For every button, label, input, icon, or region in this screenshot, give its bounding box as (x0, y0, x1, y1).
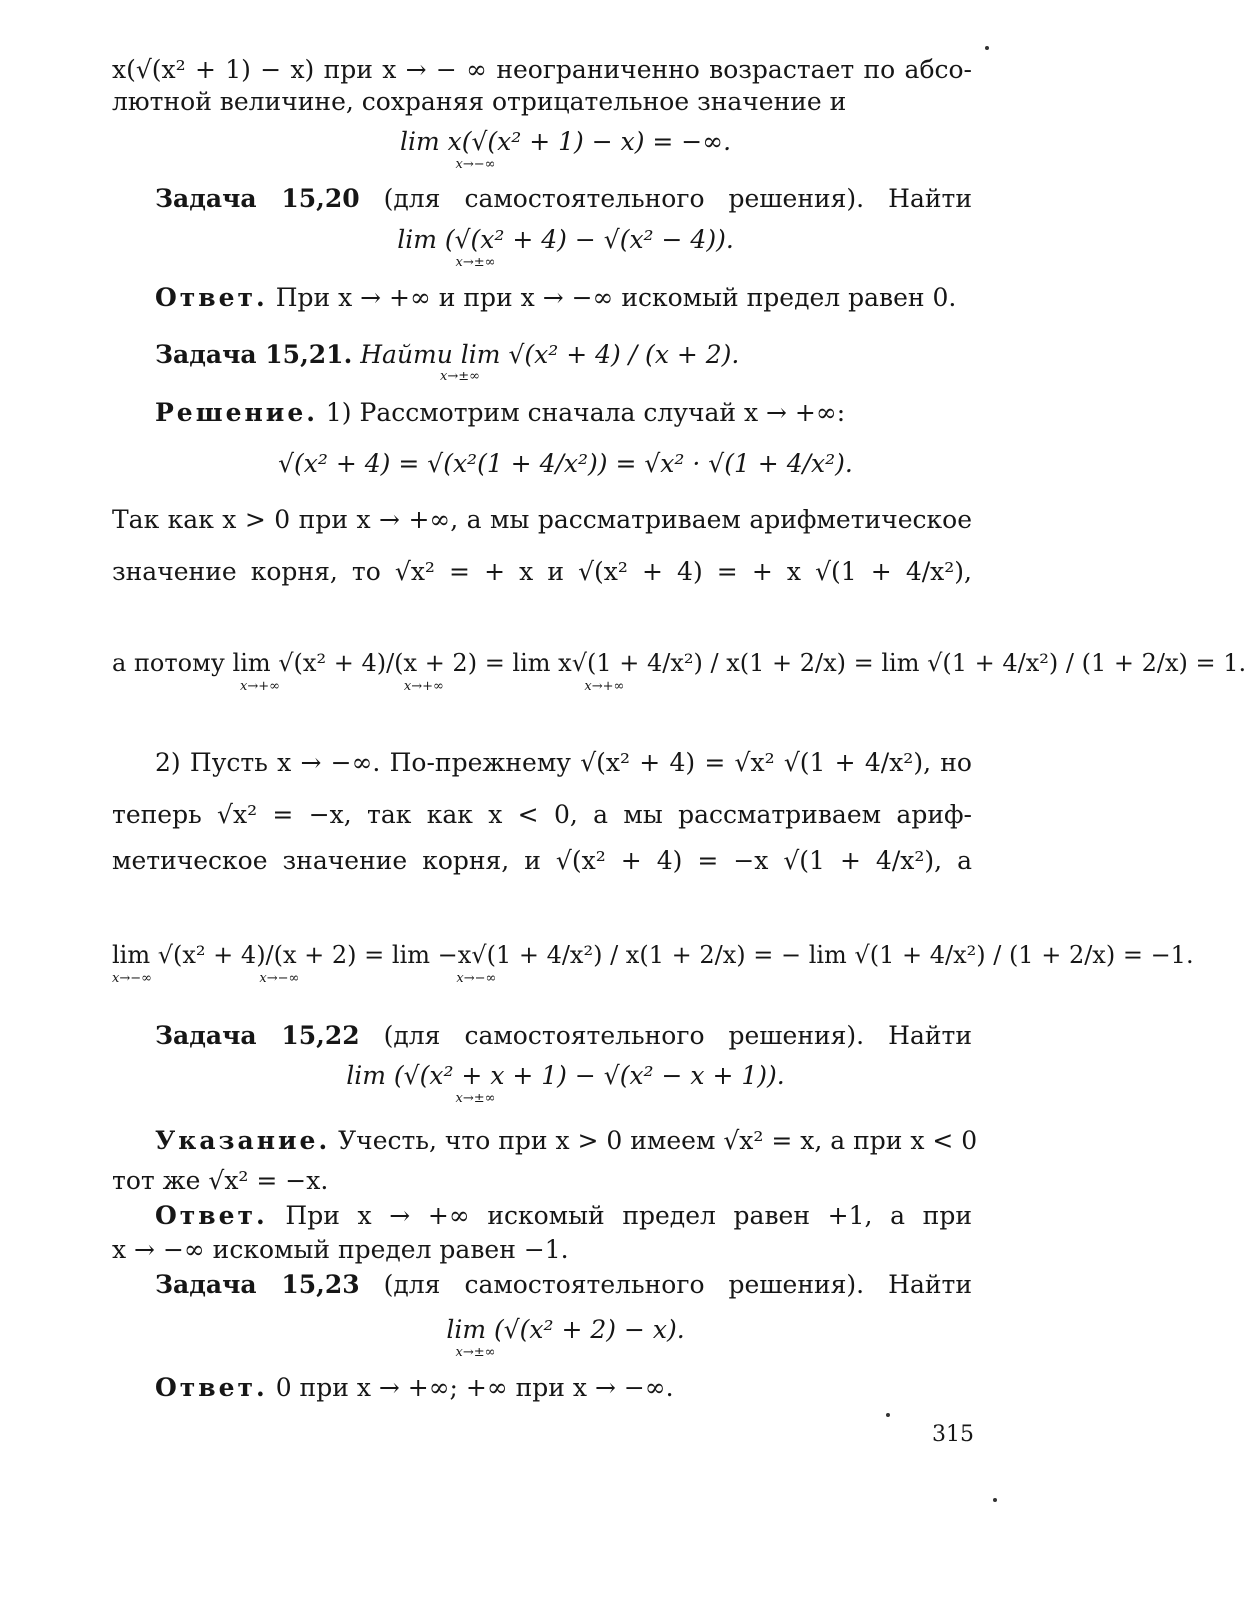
problem-text: (для самостоятельного решения). Найти (383, 1270, 972, 1299)
text-line: тот же √x² = −x. (112, 1166, 329, 1195)
problem-15-22 (155, 1021, 972, 1051)
solution-start (155, 398, 972, 428)
page-number: 315 (932, 1422, 974, 1447)
problem-label: Задача 15,20 (155, 184, 360, 213)
formula-text: lim x(√(x² + 1) − x) = −∞. (399, 127, 732, 156)
solution-text: 1) Рассмотрим сначала случай x → +∞: (325, 398, 846, 427)
text-line: теперь √x² = −x, так как x < 0, а мы рассматриваем ариф- (112, 800, 972, 829)
limit-subscript: x→±∞ (440, 369, 480, 384)
scan-speck (886, 1413, 890, 1417)
scan-speck (993, 1498, 997, 1502)
hint-15-22 (155, 1126, 978, 1156)
solution-label: Решение. (155, 398, 318, 427)
hint-text: Учесть, что при x > 0 имеем √x² = x, а при x < 0 (338, 1126, 978, 1155)
scan-speck (985, 46, 989, 50)
formula-limit-4 (0, 1314, 1131, 1360)
formula-root-split: √(x² + 4) = √(x²(1 + 4/x²)) = √x² · √(1 + 4/x²). (278, 449, 853, 478)
limit-subscript: x→+∞ x→+∞ x→+∞ (240, 679, 625, 694)
answer-label: Ответ. (155, 1373, 268, 1402)
text-line: лютной величине, сохраняя отрицательное значение и (112, 87, 847, 116)
problem-label: Задача 15,23 (155, 1270, 360, 1299)
answer-text: При x → +∞ искомый предел равен +1, а при (285, 1201, 972, 1230)
text-line: x(√(x² + 1) − x) при x → − ∞ неограниченно возрастает по абсо- (112, 55, 972, 84)
formula-limit-1 (0, 126, 1131, 172)
problem-text: (для самостоятельного решения). Найти (383, 1021, 972, 1050)
problem-15-20 (155, 184, 972, 214)
limit-subscript: x→±∞ (455, 255, 496, 270)
hint-label: Указание. (155, 1126, 331, 1155)
problem-label: Задача 15,21. (155, 340, 353, 369)
problem-text: (для самостоятельного решения). Найти (383, 184, 972, 213)
formula-limit-3 (0, 1060, 1131, 1106)
text-line: значение корня, то √x² = + x и √(x² + 4) = + x √(1 + 4/x²), (112, 557, 972, 586)
limit-subscript: x→±∞ (455, 1091, 496, 1106)
answer-15-23 (155, 1373, 972, 1403)
formula-limit-minus-inf: lim √(x² + 4)/(x + 2) = lim −x√(1 + 4/x²) / x(1 + 2/x) = − lim √(1 + 4/x²) / (1 + 2/x) = −1. (112, 941, 1194, 969)
limit-subscript: x→−∞ (455, 157, 496, 172)
answer-text: 0 при x → +∞; +∞ при x → −∞. (275, 1373, 674, 1402)
formula-text: lim (√(x² + 4) − √(x² − 4)). (397, 225, 734, 254)
formula-limit-2 (0, 224, 1131, 270)
answer-label: Ответ. (155, 283, 268, 312)
text-line: Так как x > 0 при x → +∞, а мы рассматриваем арифметическое (112, 505, 972, 534)
problem-text: Найти lim √(x² + 4) / (x + 2). (360, 340, 740, 369)
answer-15-20 (155, 283, 972, 313)
problem-15-23 (155, 1270, 972, 1300)
text-line: 2) Пусть x → −∞. По-прежнему √(x² + 4) = √x² √(1 + 4/x²), но (155, 748, 972, 777)
problem-15-21 (155, 340, 972, 370)
answer-label: Ответ. (155, 1201, 268, 1230)
formula-text: lim (√(x² + 2) − x). (446, 1315, 685, 1344)
answer-text: При x → +∞ и при x → −∞ искомый предел равен 0. (275, 283, 957, 312)
text-line: метическое значение корня, и √(x² + 4) = −x √(1 + 4/x²), а (112, 846, 972, 875)
formula-text: lim (√(x² + x + 1) − √(x² − x + 1)). (346, 1061, 785, 1090)
limit-subscript: x→−∞ x→−∞ x→−∞ (112, 971, 497, 986)
problem-label: Задача 15,22 (155, 1021, 360, 1050)
text-line: x → −∞ искомый предел равен −1. (112, 1235, 569, 1264)
limit-subscript: x→±∞ (455, 1345, 496, 1360)
formula-limit-plus-inf: а потому lim √(x² + 4)/(x + 2) = lim x√(1 + 4/x²) / x(1 + 2/x) = lim √(1 + 4/x²) / (1 + 2/x) = 1. (112, 649, 1247, 677)
answer-15-22 (155, 1201, 972, 1231)
